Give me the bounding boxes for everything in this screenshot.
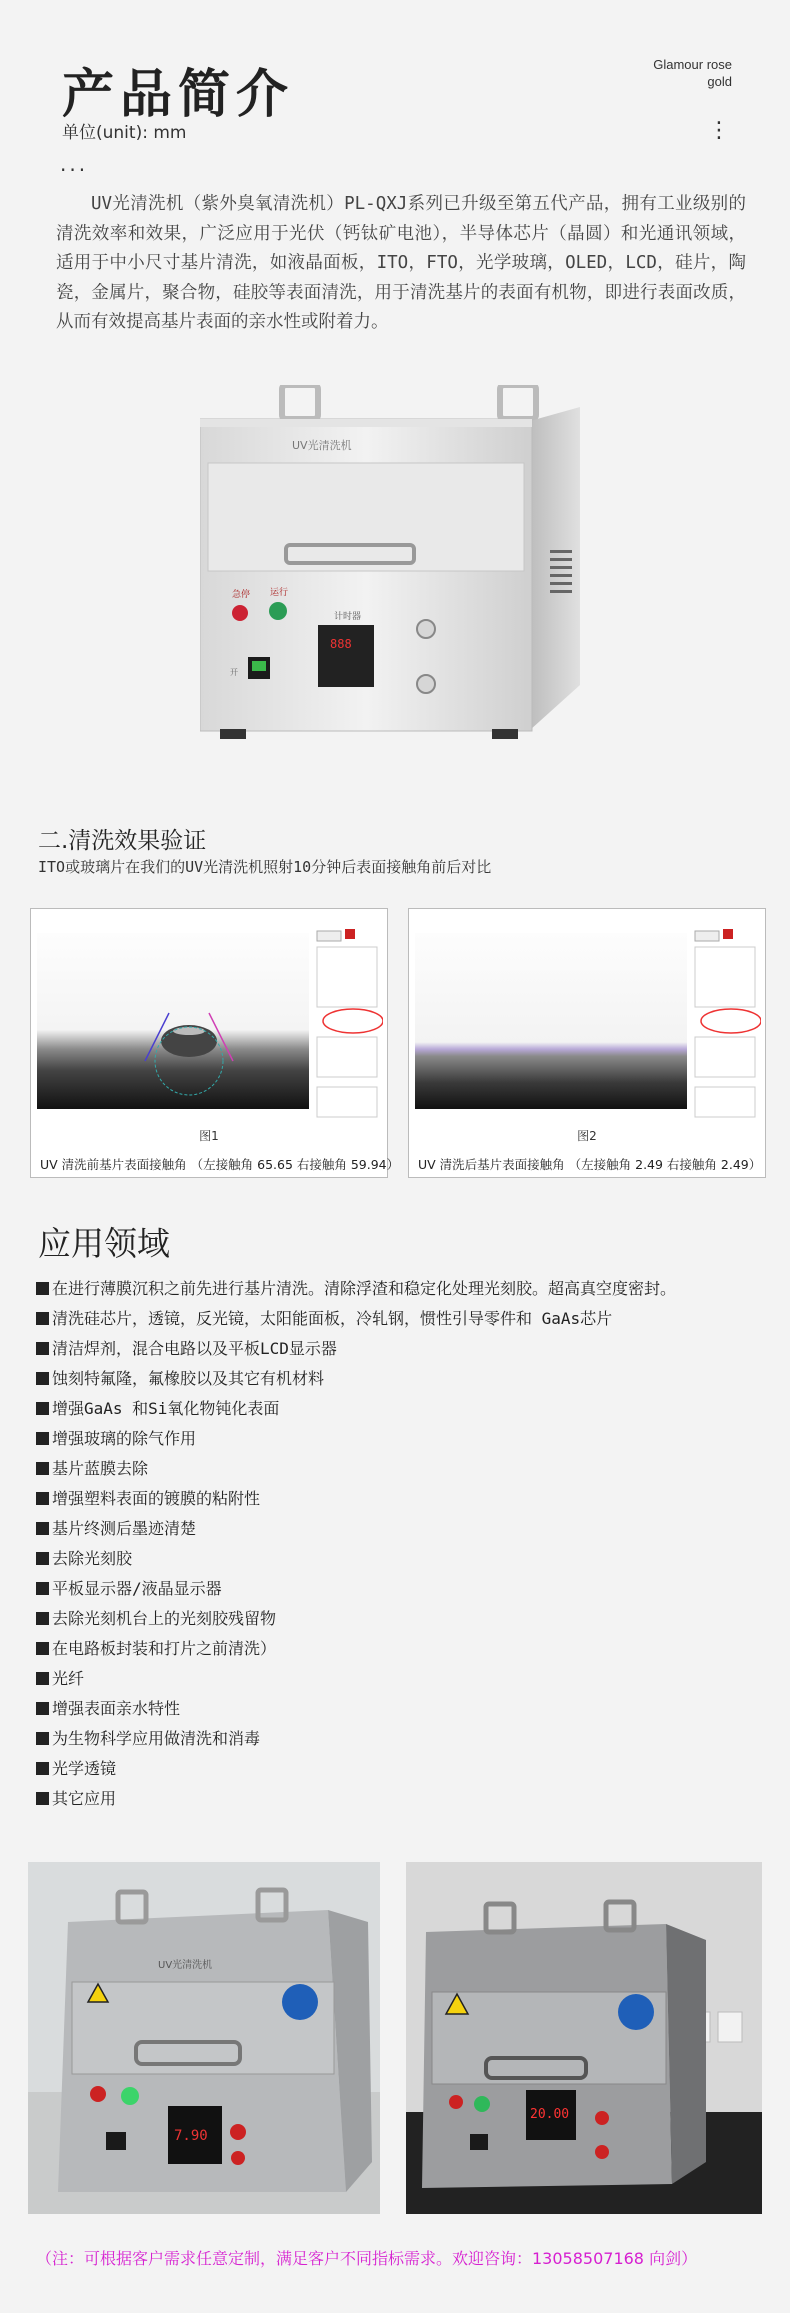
footer-contact-note: （注：可根据客户需求任意定制，满足客户不同指标需求。欢迎咨询：13058507168 向剑） bbox=[36, 2249, 698, 2268]
measurement-panel bbox=[315, 927, 383, 1123]
list-item-text: 增强表面亲水特性 bbox=[52, 1699, 181, 1718]
power-label: 开 bbox=[230, 668, 238, 677]
brand-label bbox=[653, 56, 732, 90]
figure-caption: 图1 bbox=[199, 1129, 219, 1143]
bullet-square-icon bbox=[36, 1732, 49, 1745]
ellipsis-dots: ... bbox=[60, 152, 89, 176]
figure-1-note: UV 清洗前基片表面接触角 （左接触角 65.65 右接触角 59.94） bbox=[40, 1157, 400, 1172]
brand-line-2: gold bbox=[707, 74, 732, 89]
machine-label: UV光清洗机 bbox=[292, 439, 352, 452]
bullet-square-icon bbox=[36, 1462, 49, 1475]
droplet-viewport bbox=[37, 933, 309, 1109]
bullet-square-icon bbox=[36, 1702, 49, 1715]
bullet-square-icon bbox=[36, 1672, 49, 1685]
list-item-text: 去除光刻机台上的光刻胶残留物 bbox=[52, 1609, 277, 1628]
application-list bbox=[36, 1278, 766, 1818]
list-item-text: 平板显示器/液晶显示器 bbox=[52, 1579, 222, 1598]
list-item bbox=[36, 1578, 766, 1608]
list-item bbox=[36, 1278, 766, 1308]
list-item-text: 光纤 bbox=[52, 1669, 85, 1688]
product-image bbox=[200, 385, 590, 745]
list-item-text: 蚀刻特氟隆，氟橡胶以及其它有机材料 bbox=[52, 1369, 325, 1388]
list-item-text: 去除光刻胶 bbox=[52, 1549, 133, 1568]
stop-button-icon bbox=[232, 605, 248, 621]
contact-angle-figure-2 bbox=[408, 908, 766, 1178]
unit-label: 单位(unit): mm bbox=[62, 123, 187, 143]
list-item-text: 增强GaAs 和Si氧化物钝化表面 bbox=[52, 1399, 280, 1418]
run-label: 运行 bbox=[270, 588, 289, 598]
list-item-text: 增强玻璃的除气作用 bbox=[52, 1429, 197, 1448]
timer-label: 计时器 bbox=[334, 612, 362, 622]
flat-surface-viewport bbox=[415, 933, 687, 1109]
bullet-square-icon bbox=[36, 1492, 49, 1505]
intro-paragraph: UV光清洗机（紫外臭氧清洗机）PL-QXJ系列已升级至第五代产品，拥有工业级别的清洗效率和效果，广泛应用于光伏（钙钛矿电池），半导体芯片（晶圆）和光通讯领域，适用于中小尺寸基片清洗，如液晶面板，ITO，FTO，光学玻璃，OLED，LCD，硅片，陶瓷，金属片，聚合物，硅胶等表面清洗，用于清洗基片的表面有机物，即进行表面改质，从而有效提高基片表面的亲水性或附着力。 bbox=[56, 194, 746, 332]
contact-angle-figure-1 bbox=[30, 908, 388, 1178]
list-item-text: 清洗硅芯片，透镜，反光镜，太阳能面板，冷轧钢，惯性引导零件和 GaAs芯片 bbox=[52, 1309, 613, 1328]
product-photo-2 bbox=[406, 1862, 762, 2214]
safety-goggles-icon bbox=[618, 1994, 654, 2030]
list-item bbox=[36, 1398, 766, 1428]
list-item bbox=[36, 1758, 766, 1788]
droplet-icon bbox=[37, 933, 309, 1109]
bullet-square-icon bbox=[36, 1582, 49, 1595]
list-item-text: 在电路板封装和打片之前清洗） bbox=[52, 1639, 277, 1658]
bullet-square-icon bbox=[36, 1402, 49, 1415]
bullet-square-icon bbox=[36, 1762, 49, 1775]
list-item bbox=[36, 1608, 766, 1638]
list-item bbox=[36, 1788, 766, 1818]
uv-cleaner-illustration bbox=[200, 385, 590, 745]
software-menubar bbox=[35, 915, 335, 933]
list-item-text: 基片蓝膜去除 bbox=[52, 1459, 149, 1478]
bullet-square-icon bbox=[36, 1432, 49, 1445]
product-photo-1 bbox=[28, 1862, 380, 2214]
bullet-square-icon bbox=[36, 1642, 49, 1655]
figure-2-note: UV 清洗后基片表面接触角 （左接触角 2.49 右接触角 2.49） bbox=[418, 1157, 762, 1172]
section3-title: 应用领域 bbox=[38, 1224, 170, 1263]
software-menubar bbox=[413, 915, 713, 933]
measurement-panel bbox=[693, 927, 761, 1123]
bullet-square-icon bbox=[36, 1312, 49, 1325]
list-item bbox=[36, 1638, 766, 1668]
list-item bbox=[36, 1668, 766, 1698]
bullet-square-icon bbox=[36, 1372, 49, 1385]
bullet-square-icon bbox=[36, 1522, 49, 1535]
section2-title: 二.清洗效果验证 bbox=[38, 828, 207, 854]
bullet-square-icon bbox=[36, 1612, 49, 1625]
wall-socket-icon bbox=[718, 2012, 742, 2042]
bullet-square-icon bbox=[36, 1282, 49, 1295]
list-item bbox=[36, 1458, 766, 1488]
bullet-square-icon bbox=[36, 1552, 49, 1565]
bullet-square-icon bbox=[36, 1792, 49, 1805]
list-item-text: 为生物科学应用做清洗和消毒 bbox=[52, 1729, 261, 1748]
section2-subtitle: ITO或玻璃片在我们的UV光清洗机照射10分钟后表面接触角前后对比 bbox=[38, 858, 492, 876]
list-item bbox=[36, 1518, 766, 1548]
figure-caption: 图2 bbox=[577, 1129, 597, 1143]
list-item bbox=[36, 1308, 766, 1338]
bullet-square-icon bbox=[36, 1342, 49, 1355]
run-button-icon bbox=[269, 602, 287, 620]
list-item bbox=[36, 1548, 766, 1578]
more-menu-icon[interactable]: ⋮ bbox=[708, 118, 730, 143]
page-title: 产品简介 bbox=[62, 65, 295, 125]
list-item-text: 清洁焊剂，混合电路以及平板LCD显示器 bbox=[52, 1339, 337, 1358]
photo1-machine-label: UV光清洗机 bbox=[158, 1960, 213, 1971]
photo1-timer-display: 7.90 bbox=[174, 2128, 208, 2144]
list-item bbox=[36, 1488, 766, 1518]
list-item-text: 其它应用 bbox=[52, 1789, 117, 1808]
safety-goggles-icon bbox=[282, 1984, 318, 2020]
brand-line-1: Glamour rose bbox=[653, 57, 732, 72]
list-item-text: 在进行薄膜沉积之前先进行基片清洗。清除浮渣和稳定化处理光刻胶。超高真空度密封。 bbox=[52, 1279, 677, 1298]
list-item-text: 基片终测后墨迹清楚 bbox=[52, 1519, 197, 1538]
list-item bbox=[36, 1698, 766, 1728]
list-item-text: 光学透镜 bbox=[52, 1759, 117, 1778]
list-item bbox=[36, 1428, 766, 1458]
photo2-timer-display: 20.00 bbox=[530, 2107, 570, 2122]
stop-label: 急停 bbox=[232, 590, 251, 600]
timer-display: 888 bbox=[330, 637, 352, 651]
list-item bbox=[36, 1728, 766, 1758]
list-item bbox=[36, 1368, 766, 1398]
list-item bbox=[36, 1338, 766, 1368]
list-item-text: 增强塑料表面的镀膜的粘附性 bbox=[52, 1489, 261, 1508]
